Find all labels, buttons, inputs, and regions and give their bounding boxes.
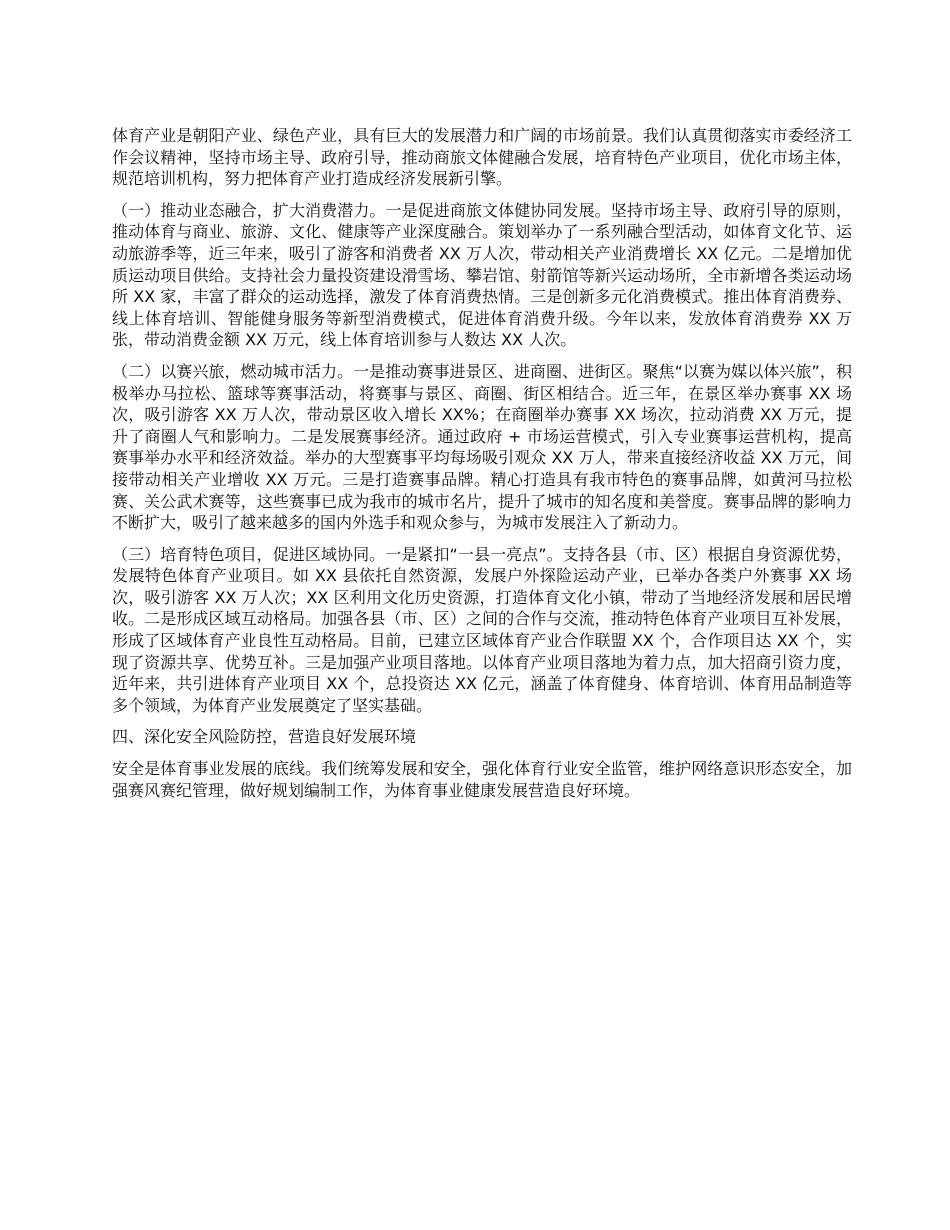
section-3-paragraph: （三）培育特色项目，促进区域协同。一是紧扣“一县一亮点”。支持各县（市、区）根据自身资源优势，发展特色体育产业项目。如 XX 县依托自然资源，发展户外探险运动产业，已举办各类户外赛事 XX 场次，吸引游客 XX 万人次；XX 区利用文化历史资源，打造体育文化小镇，带动了当地经济发展和居民增收。二是形成区域互动格局。加强各县（市、区）之间的合作与交流，推动特色体育产业项目互补发展，形成了区域体育产业良性互动格局。目前，已建立区域体育产业合作联盟 XX 个，合作项目达 XX 个，实现了资源共享、优势互补。三是加强产业项目落地。以体育产业项目落地为着力点，加大招商引资力度，近年来，共引进体育产业项目 XX 个，总投资达 XX 亿元，涵盖了体育健身、体育培训、体育用品制造等多个领域，为体育产业发展奠定了坚实基础。: [112, 544, 852, 715]
section-4-heading: 四、深化安全风险防控，营造良好发展环境: [112, 727, 417, 747]
document-page: [112, 125, 852, 811]
section-1-paragraph: （一）推动业态融合，扩大消费潜力。一是促进商旅文体健协同发展。坚持市场主导、政府引导的原则，推动体育与商业、旅游、文化、健康等产业深度融合。策划举办了一系列融合型活动，如体育文化节、运动旅游季等，近三年来，吸引了游客和消费者 XX 万人次，带动相关产业消费增长 XX 亿元。二是增加优质运动项目供给。支持社会力量投资建设滑雪场、攀岩馆、射箭馆等新兴运动场所，全市新增各类运动场所 XX 家，丰富了群众的运动选择，激发了体育消费热情。三是创新多元化消费模式。推出体育消费券、线上体育培训、智能健身服务等新型消费模式，促进体育消费升级。今年以来，发放体育消费券 XX 万张，带动消费金额 XX 万元，线上体育培训参与人数达 XX 人次。: [112, 200, 852, 350]
intro-paragraph: 体育产业是朝阳产业、绿色产业，具有巨大的发展潜力和广阔的市场前景。我们认真贯彻落实市委经济工作会议精神，坚持市场主导、政府引导，推动商旅文体健融合发展，培育特色产业项目，优化市场主体，规范培训机构，努力把体育产业打造成经济发展新引擎。: [112, 126, 852, 189]
closing-paragraph: 安全是体育事业发展的底线。我们统筹发展和安全，强化体育行业安全监管，维护网络意识形态安全，加强赛风赛纪管理，做好规划编制工作，为体育事业健康发展营造良好环境。: [112, 759, 852, 800]
section-2-paragraph: （二）以赛兴旅，燃动城市活力。一是推动赛事进景区、进商圈、进街区。聚焦“以赛为媒以体兴旅”，积极举办马拉松、篮球等赛事活动，将赛事与景区、商圈、街区相结合。近三年，在景区举办赛事 XX 场次，吸引游客 XX 万人次，带动景区收入增长 XX%；在商圈举办赛事 XX 场次，拉动消费 XX 万元，提升了商圈人气和影响力。二是发展赛事经济。通过政府 + 市场运营模式，引入专业赛事运营机构，提高赛事举办水平和经济效益。举办的大型赛事平均每场吸引观众 XX 万人，带来直接经济收益 XX 万元，间接带动相关产业增收 XX 万元。三是打造赛事品牌。精心打造具有我市特色的赛事品牌，如黄河马拉松赛、关公武术赛等，这些赛事已成为我市的城市名片，提升了城市的知名度和美誉度。赛事品牌的影响力不断扩大，吸引了越来越多的国内外选手和观众参与，为城市发展注入了新动力。: [112, 361, 852, 533]
